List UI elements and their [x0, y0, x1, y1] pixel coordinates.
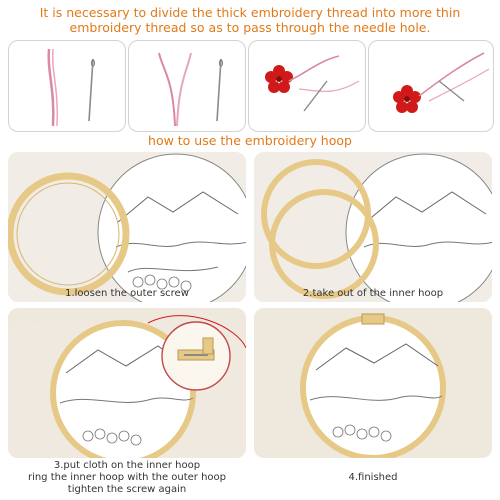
step-3-photo: [8, 308, 246, 458]
embroidery-hoop-icon: [254, 152, 492, 302]
instruction-line-2: embroidery thread so as to pass through the needle hole.: [69, 20, 431, 35]
instruction-line-1: It is necessary to divide the thick embroidery thread into more thin: [39, 5, 461, 20]
step-1-caption: 1.loosen the outer screw: [65, 288, 189, 299]
step-3-caption-line-3: tighten the screw again: [67, 484, 187, 495]
needle-icon: [439, 81, 464, 101]
needle-icon: [89, 59, 93, 121]
needle-icon: [217, 59, 221, 121]
step-2-photo: [254, 152, 492, 302]
section-subtitle: how to use the embroidery hoop: [148, 133, 352, 148]
cloth-on-hoop-illustration: [8, 308, 246, 458]
thread-step-1-panel: [8, 40, 126, 132]
finished-hoop-illustration: [254, 308, 492, 458]
step-4-caption: 4.finished: [348, 472, 398, 483]
thread-step-4-panel: [368, 40, 494, 132]
split-thread-icon: [129, 41, 245, 131]
step-4-photo: [254, 308, 492, 458]
embroidery-hoop-icon: [8, 152, 246, 302]
screw-closeup-icon: [162, 322, 230, 390]
thread-step-3-panel: [248, 40, 366, 132]
thread-step-2-panel: [128, 40, 246, 132]
step-1-photo: [8, 152, 246, 302]
thread-icon: [9, 41, 125, 131]
flower-bead-icon: [369, 41, 493, 131]
step-3-caption-line-2: ring the inner hoop with the outer hoop: [27, 472, 227, 483]
step-2-caption: 2.take out of the inner hoop: [302, 288, 444, 299]
step-3-caption-line-1: 3.put cloth on the inner hoop: [53, 460, 201, 471]
flower-bead-icon: [249, 41, 365, 131]
needle-icon: [304, 81, 327, 111]
